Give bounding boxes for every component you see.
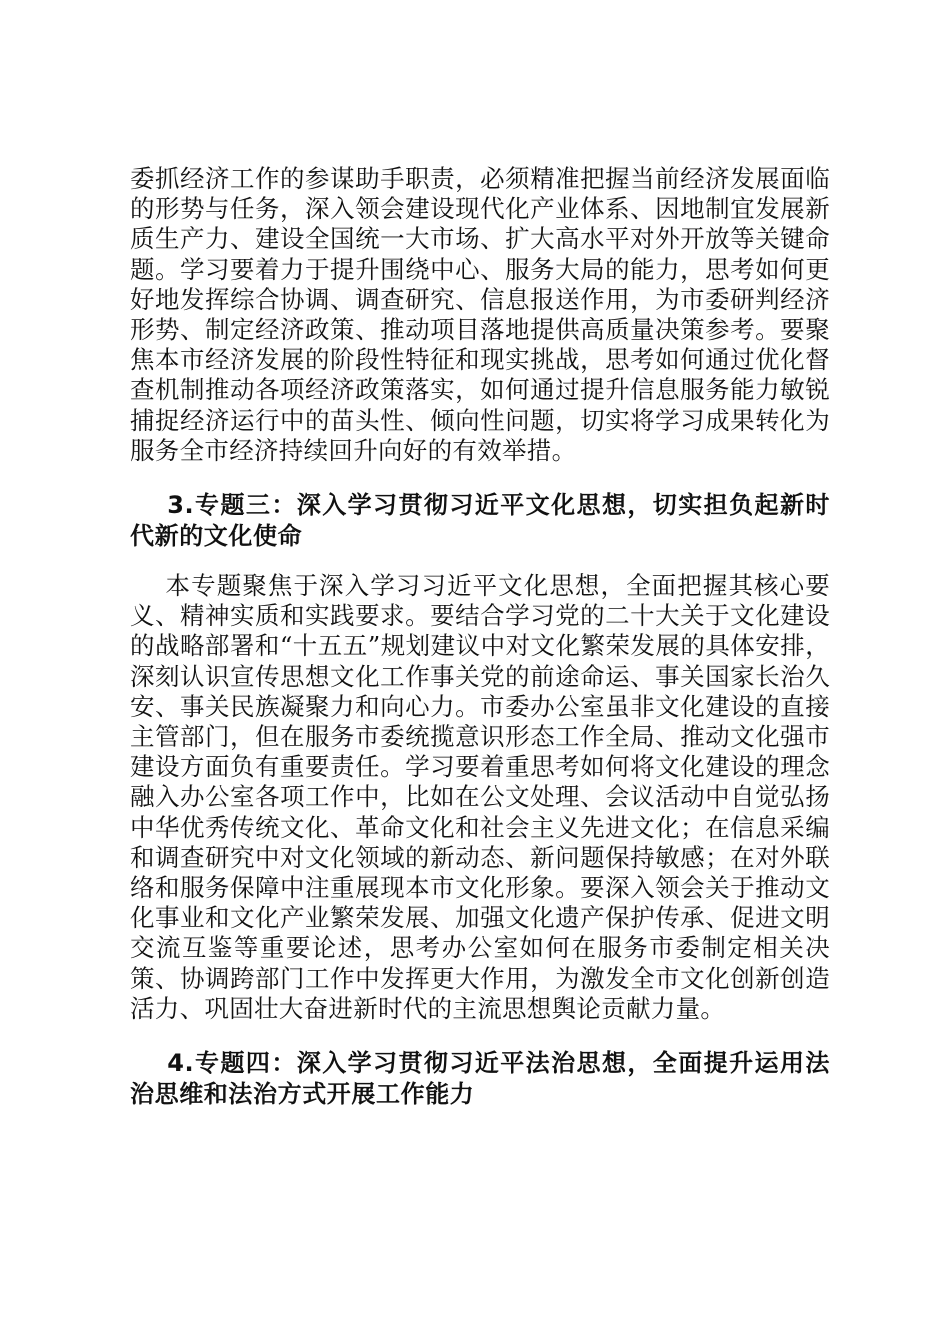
document-body xyxy=(130,164,830,1109)
body-paragraph-culture: 本专题聚焦于深入学习习近平文化思想，全面把握其核心要义、精神实质和实践要求。要结合学习党的二十大关于文化建设的战略部署和“十五五”规划建议中对文化繁荣发展的具体安排，深刻认识宣传思想文化工作事关党的前途命运、事关国家长治久安、事关民族凝聚力和向心力。市委办公室虽非文化建设的直接主管部门，但在服务市委统揽意识形态工作全局、推动文化强市建设方面负有重要责任。学习要着重思考如何将文化建设的理念融入办公室各项工作中，比如在公文处理、会议活动中自觉弘扬中华优秀传统文化、革命文化和社会主义先进文化；在信息采编和调查研究中对文化领域的新动态、新问题保持敏感；在对外联络和服务保障中注重展现本市文化形象。要深入领会关于推动文化事业和文化产业繁荣发展、加强文化遗产保护传承、促进文明交流互鉴等重要论述，思考办公室如何在服务市委制定相关决策、协调跨部门工作中发挥更大作用，为激发全市文化创新创造活力、巩固壮大奋进新时代的主流思想舆论贡献力量。 xyxy=(130,571,830,1023)
section-heading-topic-3: 3.专题三：深入学习贯彻习近平文化思想，切实担负起新时代新的文化使命 xyxy=(130,491,830,550)
body-paragraph-economy: 委抓经济工作的参谋助手职责，必须精准把握当前经济发展面临的形势与任务，深入领会建设现代化产业体系、因地制宜发展新质生产力、建设全国统一大市场、扩大高水平对外开放等关键命题。学习要着力于提升围绕中心、服务大局的能力，思考如何更好地发挥综合协调、调查研究、信息报送作用，为市委研判经济形势、制定经济政策、推动项目落地提供高质量决策参考。要聚焦本市经济发展的阶段性特征和现实挑战，思考如何通过优化督查机制推动各项经济政策落实，如何通过提升信息服务能力敏锐捕捉经济运行中的苗头性、倾向性问题，切实将学习成果转化为服务全市经济持续回升向好的有效举措。 xyxy=(130,164,830,465)
section-heading-topic-4: 4.专题四：深入学习贯彻习近平法治思想，全面提升运用法治思维和法治方式开展工作能力 xyxy=(130,1049,830,1108)
